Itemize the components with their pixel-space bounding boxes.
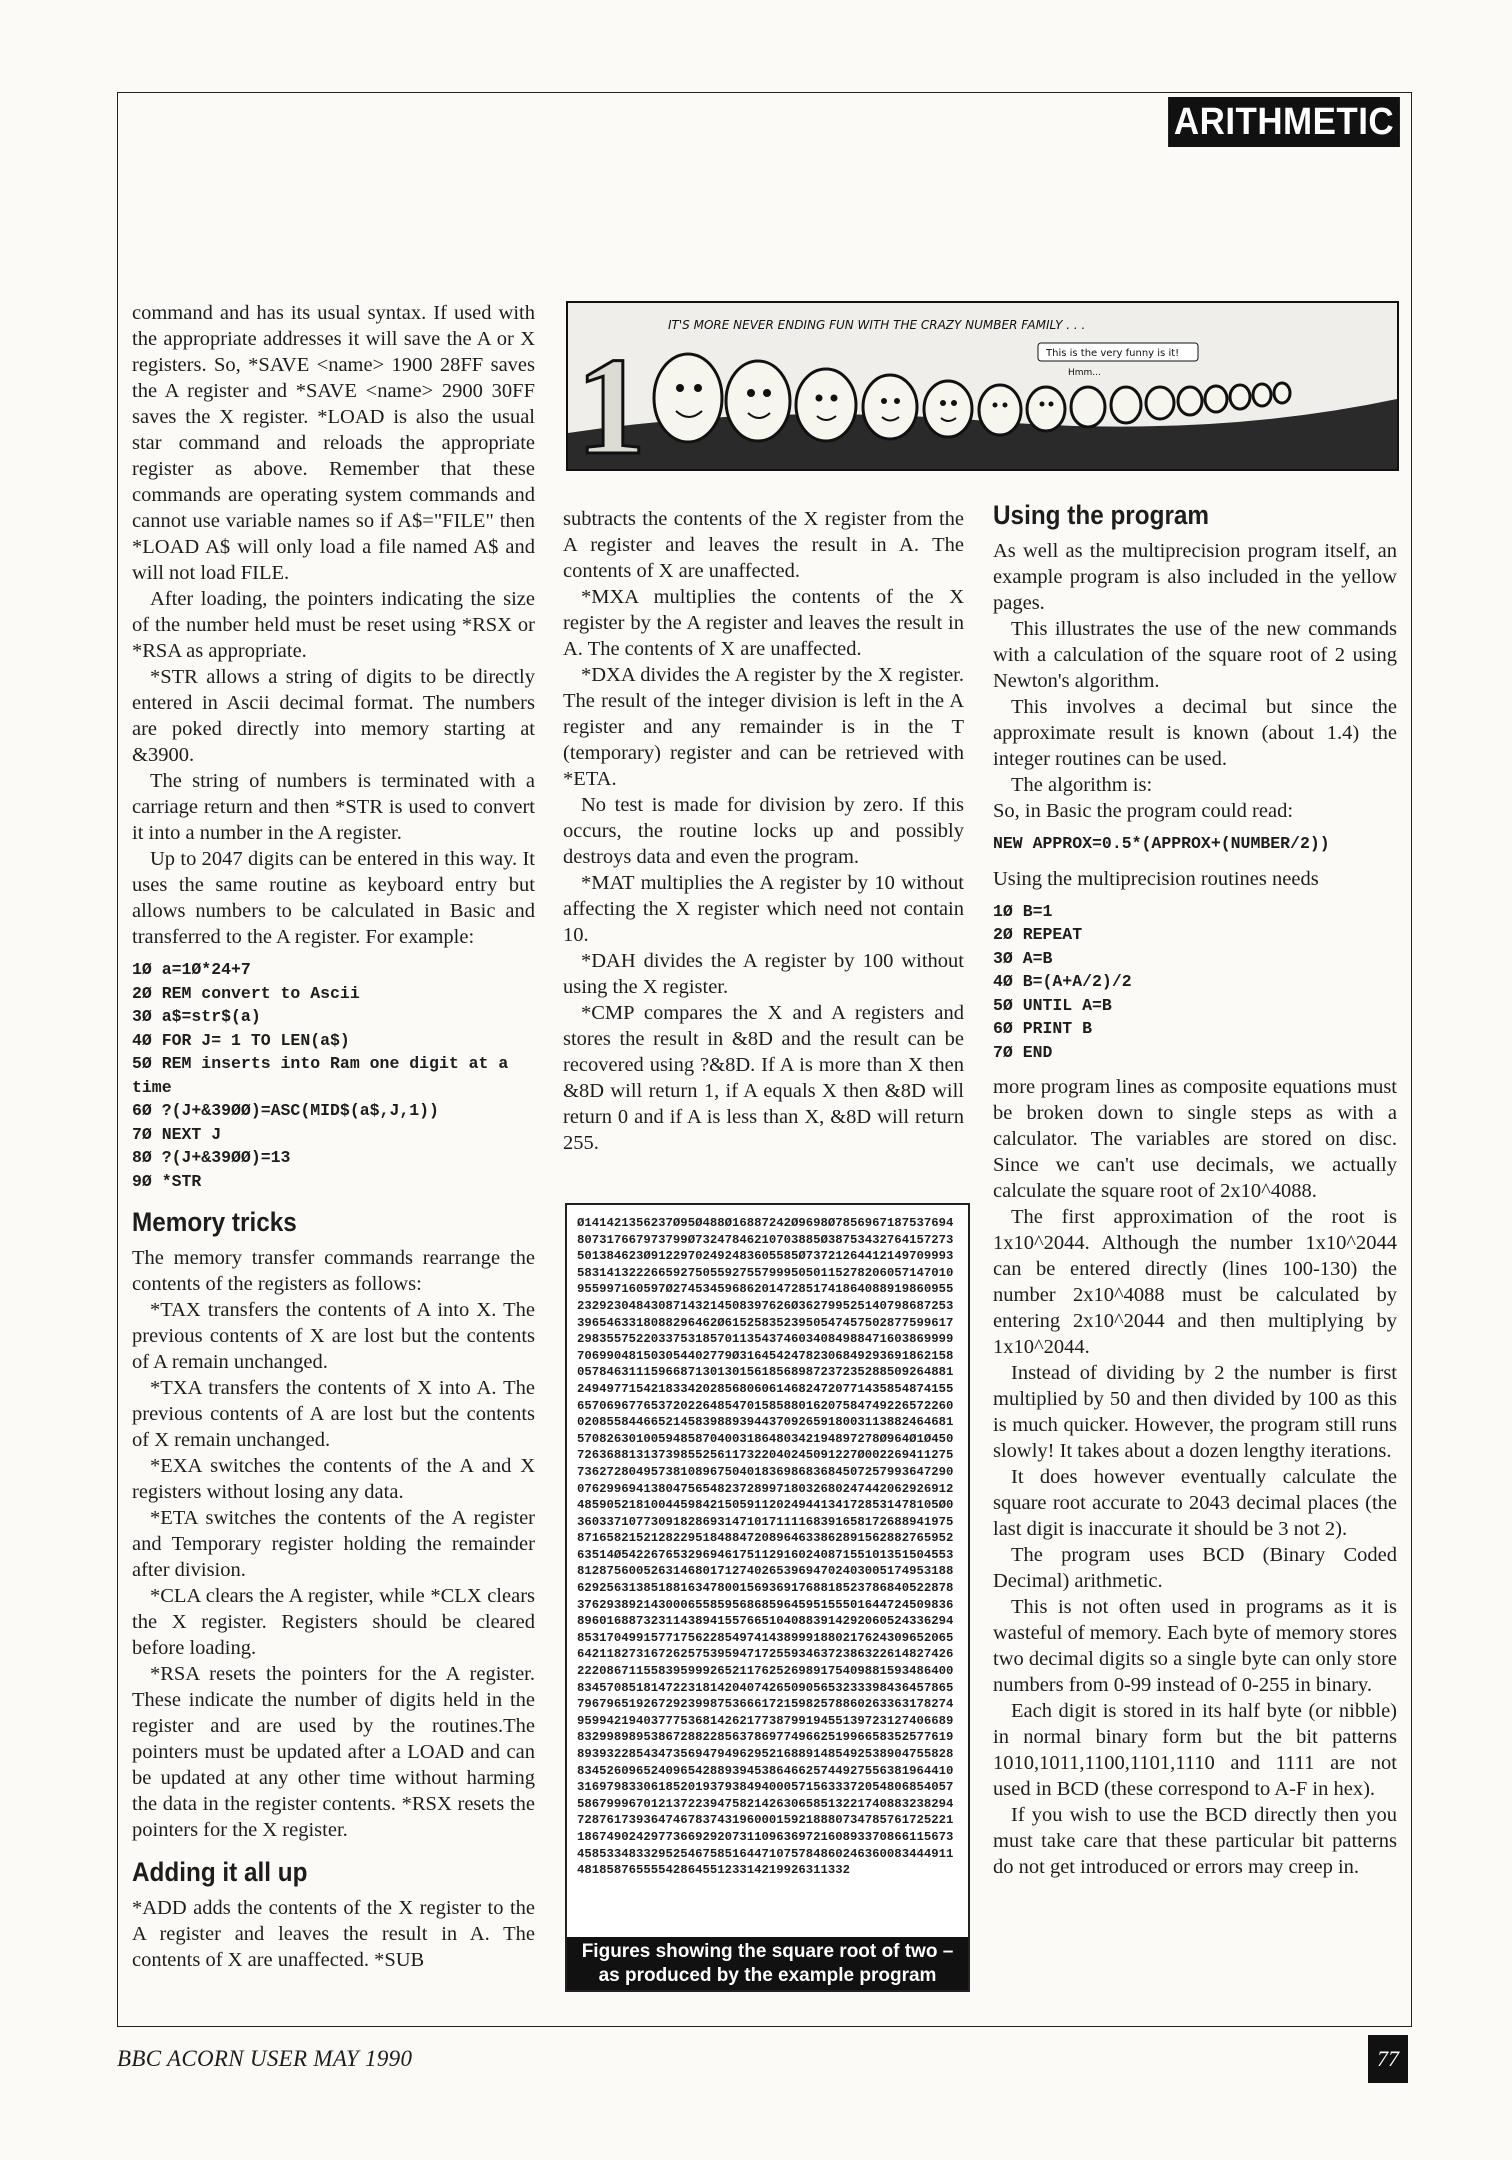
code-line: 4Ø B=(A+A/2)/2	[993, 972, 1132, 991]
paragraph: *MAT multiplies the A register by 10 without affecting the X register which need not contain 10.	[563, 872, 964, 946]
code-line: 6Ø ?(J+&39ØØ)=ASC(MID$(a$,J,1))	[132, 1101, 439, 1120]
paragraph: Up to 2047 digits can be entered in this way. It uses the same routine as keyboard entry but allows numbers to be calculated in Basic and transferred to the A register. For example:	[132, 848, 535, 948]
column-1	[132, 300, 535, 1973]
cartoon-big-one: 1	[576, 329, 646, 469]
cartoon-speech-bubble: This is the very funny is it!	[1046, 348, 1180, 359]
paragraph: more program lines as composite equations must be broken down to single steps as with a calculator. The variables are stored on disc. Since we can't use decimals, we actually calculate the square root of 2x10^4088.	[993, 1076, 1397, 1202]
code-line: 4Ø FOR J= 1 TO LEN(a$)	[132, 1030, 350, 1050]
paragraph: *ETA switches the contents of the A register and Temporary register holding the remainder after division.	[132, 1507, 535, 1581]
paragraph: Instead of dividing by 2 the number is first multiplied by 50 and then divided by 100 as this is much quicker. However, the program still runs slowly! It takes about a dozen lengthy iterations.	[993, 1362, 1397, 1462]
code-line: 7Ø END	[993, 1042, 1053, 1062]
paragraph: *STR allows a string of digits to be directly entered in Ascii decimal format. The numbers are poked directly into memory starting at &3900.	[132, 666, 535, 766]
column-2	[563, 506, 964, 1156]
paragraph: This illustrates the use of the new commands with a calculation of the square root of 2 using Newton's algorithm.	[993, 618, 1397, 692]
paragraph: The first approximation of the root is 1x10^2044. Although the number 1x10^2044 can be entered directly (lines 100-130) the number 2x10^4088 must be calculated by entering 2x10^2044 and then multiplying by 1x10^2044.	[993, 1206, 1397, 1358]
frame-bottom-rule	[117, 2026, 1412, 2027]
column-3	[993, 500, 1397, 1880]
frame-right-rule	[1411, 92, 1412, 2027]
code-listing-str	[132, 958, 535, 1193]
paragraph: *DAH divides the A register by 100 without using the X register.	[563, 950, 964, 998]
paragraph: The string of numbers is terminated with a carriage return and then *STR is used to convert it into a number in the A register.	[132, 770, 535, 844]
code-line: 1Ø B=1	[993, 901, 1053, 921]
paragraph: No test is made for division by zero. If this occurs, the routine locks up and possibly destroys data and even the program.	[563, 794, 964, 868]
paragraph: Each digit is stored in its half byte (or nibble) in normal binary form but the bit patterns 1010,1011,1100,1101,1110 and 1111 are not used in BCD (these correspond to A-F in hex).	[993, 1700, 1397, 1800]
caption-line: as produced by the example program	[598, 1965, 937, 1986]
paragraph: subtracts the contents of the X register from the A register and leaves the result in A. The contents of X are unaffected.	[563, 508, 964, 582]
cartoon-headline: IT'S MORE NEVER ENDING FUN WITH THE CRAZY NUMBER FAMILY . . .	[668, 318, 1086, 332]
code-line: 3Ø a$=str$(a)	[132, 1007, 261, 1026]
paragraph: Using the multiprecision routines needs	[993, 867, 1319, 890]
code-line: 1Ø a=1Ø*24+7	[132, 960, 251, 979]
paragraph: *RSA resets the pointers for the A register. These indicate the number of digits held in the register and are used by the routines.The pointers must be updated after a LOAD and can be updated at any other time without harming the data in the register contents. *RSX resets the pointers for the X register.	[132, 1663, 535, 1841]
paragraph: The memory transfer commands rearrange the contents of the registers as follows:	[132, 1247, 535, 1295]
code-line: 5Ø UNTIL A=B	[993, 995, 1112, 1015]
paragraph: *CMP compares the X and A registers and stores the result in &8D and the result can be recovered using ?&8D. If A is more than X then &8D will return 1, if A equals X then &8D will return 0 and if A is less than X, &8D will return 255.	[563, 1002, 964, 1154]
frame-left-rule	[117, 92, 118, 2027]
heading-memory-tricks: Memory tricks	[132, 1207, 297, 1237]
code-line: 5Ø REM inserts into Ram one digit at a time	[132, 1054, 519, 1097]
frame-top-rule	[117, 92, 1412, 93]
caption-line: Figures showing the square root of two –	[581, 1941, 954, 1962]
cartoon-number-family	[566, 301, 1399, 471]
code-line: 7Ø NEXT J	[132, 1124, 222, 1144]
heading-adding-it-all-up: Adding it all up	[132, 1857, 308, 1887]
cartoon-illustration	[568, 303, 1397, 469]
paragraph: So, in Basic the program could read:	[993, 800, 1294, 822]
paragraph: The program uses BCD (Binary Coded Decimal) arithmetic.	[993, 1544, 1397, 1592]
code-line: 2Ø REM convert to Ascii	[132, 983, 360, 1003]
paragraph: *ADD adds the contents of the X register to the A register and leaves the result in A. The contents of X are unaffected. *SUB	[132, 1897, 535, 1971]
code-listing-newton	[993, 900, 1397, 1065]
code-line: 2Ø REPEAT	[993, 925, 1083, 944]
sqrt-two-digits	[577, 1215, 958, 1879]
code-line: 6Ø PRINT B	[993, 1019, 1093, 1038]
paragraph: command and has its usual syntax. If used with the appropriate addresses it will save the A or X registers. So, *SAVE <name> 1900 28FF saves the A register and *SAVE <name> 2900 30FF saves the X register. *LOAD is also the usual star command and reloads the appropriate register as above. Remember that these commands are operating system commands and cannot use variable names so if A$="FILE" then *LOAD A$ will only load a file named A$ and will not load FILE.	[132, 302, 535, 584]
cartoon-speech-bubble-small: Hmm...	[1068, 368, 1101, 378]
sqrt-digit-tail: 32	[835, 1863, 851, 1878]
paragraph: If you wish to use the BCD directly then you must take care that these particular bit patterns do not get introduced or errors may creep in.	[993, 1804, 1397, 1878]
figure-caption	[567, 1937, 968, 1990]
page-number: 77	[1368, 2035, 1408, 2083]
paragraph: *TAX transfers the contents of A into X. The previous contents of X are lost but the contents of A remain unchanged.	[132, 1299, 535, 1373]
paragraph: It does however eventually calculate the square root accurate to 2043 decimal places (the last digit is inaccurate it should be 3 not 2).	[993, 1466, 1397, 1540]
code-line: 8Ø ?(J+&39ØØ)=13	[132, 1148, 291, 1167]
magazine-footer: BBC ACORN USER MAY 1990	[117, 2046, 413, 2071]
paragraph: This is not often used in programs as it is wasteful of memory. Each byte of memory stores two decimal digits so a single byte can only store numbers from 0-99 instead of 0-255 in binary.	[993, 1596, 1397, 1696]
paragraph: *DXA divides the A register by the X register. The result of the integer division is left in the A register and any remainder is in the T (temporary) register and can be retrieved with *ETA.	[563, 664, 964, 790]
paragraph: This involves a decimal but since the approximate result is known (about 1.4) the integer routines can be used.	[993, 696, 1397, 770]
code-newton-formula: NEW APPROX=0.5*(APPROX+(NUMBER/2))	[993, 834, 1330, 853]
heading-using-the-program: Using the program	[993, 500, 1210, 530]
paragraph: *TXA transfers the contents of X into A. The previous contents of A are lost but the contents of X remain unchanged.	[132, 1377, 535, 1451]
sqrt-two-figure	[565, 1203, 970, 1992]
code-line: 3Ø A=B	[993, 948, 1053, 968]
section-banner: ARITHMETIC	[1168, 97, 1400, 147]
paragraph: *MXA multiplies the contents of the X register by the A register and leaves the result in A. The contents of X are unaffected.	[563, 586, 964, 660]
code-line: 9Ø *STR	[132, 1171, 202, 1191]
paragraph: *EXA switches the contents of the A and X registers without losing any data.	[132, 1455, 535, 1503]
sqrt-digit-block: Ø141421356237Ø95Ø488Ø16887242Ø9698Ø7856967187537694807317667973799Ø73247846210703885Ø38753432764157273501384623Ø91229702492483605585Ø73721264412149709993583141322266592750559275579995050115278206057147010955997160597Ø2745345968620147285174186408891986095523292304843087143214508397626Ø3627995251407986872533965463318088296462Ø6152583523950547457502877599617298355752203375318570113543746034084988471603869999706990481503054402779Ø3164542478230684929369186215805784631115966871301301561856898723723528850926488124949771542183342028568060614682472077143585487415565706967765372022648547015858801620758474922657226002085584466521458398893944370926591800311388246468157082630100594858704003186480342194897278Ø964Ø1Ø45072636881313739855256117322040245091227Ø0022694112757362728049573810896750401836986836845072579936472900762996941380475654823728997180326802474420629269124859052181004459842150591120249441341728531478105Ø036033710773091828693147101711116839165817268894197587165821521282295184884720896463386289156288276595263514Ø54226765329694617511291602408715510135150455381287560052631468017127402653969470240300517495318862925631385188163478001569369176881852378684052287837629389214300065585956868596459515550164472450983689601688732311438941557665104088391429206052433629485317049915771756228549741438999188021762430965206564211827316726257539594717255934637238632261482742622208671155839599926521176252698917540988159348640083457085181472231814204074265090565323339843645786579679651926729239987536661721598257886026336317827495994219403777536814262177387991945513972312740668983299898953867288228563786977496625199665835257761989393228543473569479496295216889148549253890475582883452609652409654288939453864662574492755638196441031697983306185201937938494000571563337205480685405758679996701213722394758214263065851322174088323829472876173936474678374319600015921888073478576172522118674902429773669292073110963697216089337086611567345853348332952546758516447107578486024636008344491148185876555542864551233142199263113	[577, 1216, 954, 1878]
paragraph: As well as the multiprecision program itself, an example program is also included in the yellow pages.	[993, 540, 1397, 614]
paragraph: *CLA clears the A register, while *CLX clears the X register. Registers should be cleared before loading.	[132, 1585, 535, 1659]
paragraph: After loading, the pointers indicating the size of the number held must be reset using *RSX or *RSA as appropriate.	[132, 588, 535, 662]
paragraph: The algorithm is:	[1011, 774, 1153, 796]
